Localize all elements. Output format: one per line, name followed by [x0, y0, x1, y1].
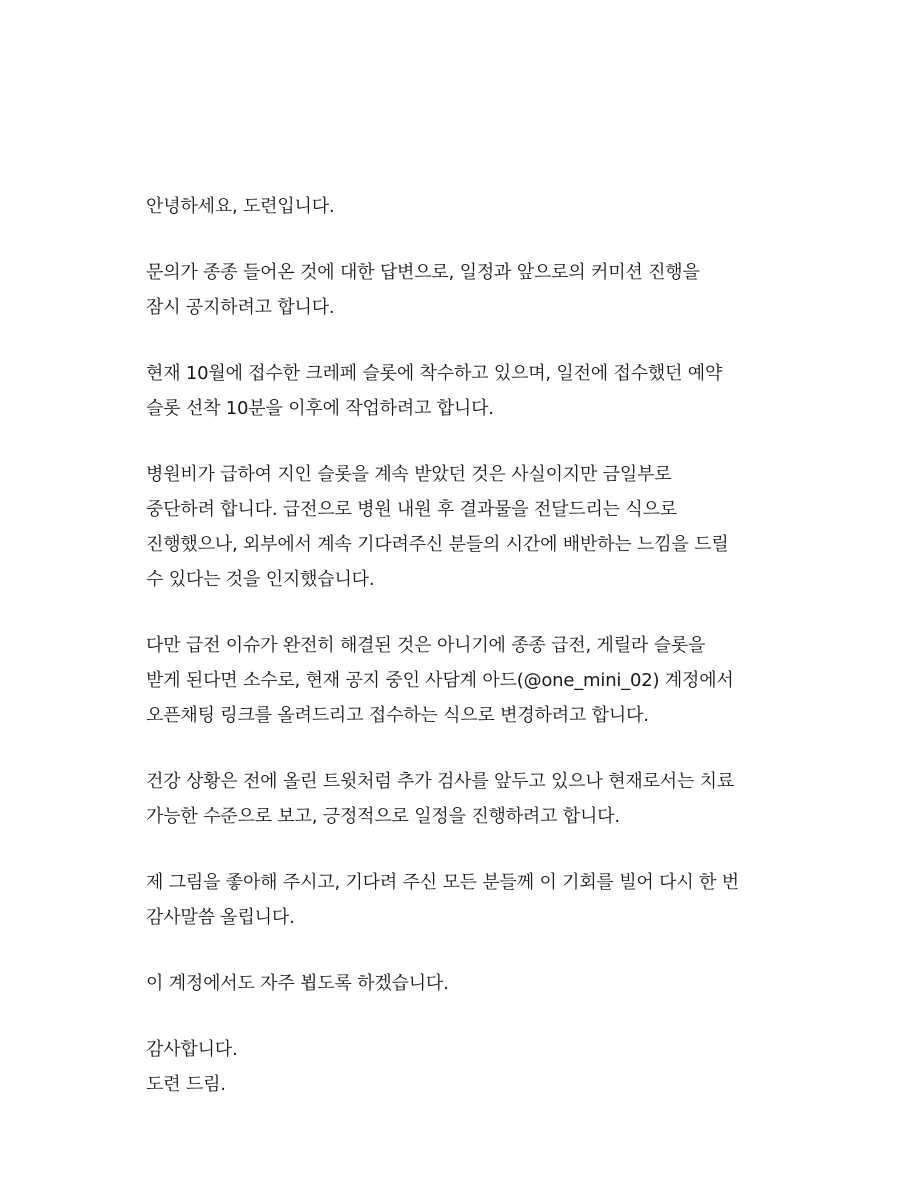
- schedule-intro-paragraph: [146, 255, 766, 325]
- text-line: 이 계정에서도 자주 뵙도록 하겠습니다.: [146, 973, 449, 994]
- greeting-paragraph: [146, 189, 766, 224]
- guerrilla-slot-paragraph: [146, 628, 766, 733]
- notice-letter: [146, 189, 766, 1133]
- text-line: 안녕하세요, 도련입니다.: [146, 196, 335, 217]
- text-line: 오픈채팅 링크를 올려드리고 접수하는 식으로 변경하려고 합니다.: [146, 705, 649, 726]
- text-line: 받게 된다면 소수로, 현재 공지 중인 사담계 아드(@one_mini_02) 계정에서: [146, 670, 734, 691]
- see-you-paragraph: [146, 966, 766, 1001]
- text-line: 가능한 수준으로 보고, 긍정적으로 일정을 진행하려고 합니다.: [146, 806, 620, 827]
- text-line: 슬롯 선착 10분을 이후에 작업하려고 합니다.: [146, 398, 494, 419]
- text-line: 현재 10월에 접수한 크레페 슬롯에 착수하고 있으며, 일전에 접수했던 예약: [146, 363, 723, 384]
- text-line: 병원비가 급하여 지인 슬롯을 계속 받았던 것은 사실이지만 금일부로: [146, 464, 672, 485]
- gratitude-paragraph: [146, 865, 766, 935]
- signature-line: 도련 드림.: [146, 1074, 226, 1095]
- text-line: 수 있다는 것을 인지했습니다.: [146, 569, 375, 590]
- text-line: 감사말씀 올립니다.: [146, 907, 295, 928]
- health-status-paragraph: [146, 764, 766, 834]
- text-line: 문의가 종종 들어온 것에 대한 답변으로, 일정과 앞으로의 커미션 진행을: [146, 262, 700, 283]
- text-line: 제 그림을 좋아해 주시고, 기다려 주신 모든 분들께 이 기회를 빌어 다시 한 번: [146, 872, 739, 893]
- text-line: 중단하려 합니다. 급전으로 병원 내원 후 결과물을 전달드리는 식으로: [146, 499, 677, 520]
- text-line: 다만 급전 이슈가 완전히 해결된 것은 아니기에 종종 급전, 게릴라 슬롯을: [146, 635, 706, 656]
- current-work-paragraph: [146, 356, 766, 426]
- text-line: 잠시 공지하려고 합니다.: [146, 297, 335, 318]
- closing-paragraph: [146, 1032, 766, 1102]
- thanks-line: 감사합니다.: [146, 1039, 238, 1060]
- text-line: 진행했으나, 외부에서 계속 기다려주신 분들의 시간에 배반하는 느낌을 드릴: [146, 534, 729, 555]
- text-line: 건강 상황은 전에 올린 트윗처럼 추가 검사를 앞두고 있으나 현재로서는 치료: [146, 771, 735, 792]
- acquaintance-slot-paragraph: [146, 457, 766, 597]
